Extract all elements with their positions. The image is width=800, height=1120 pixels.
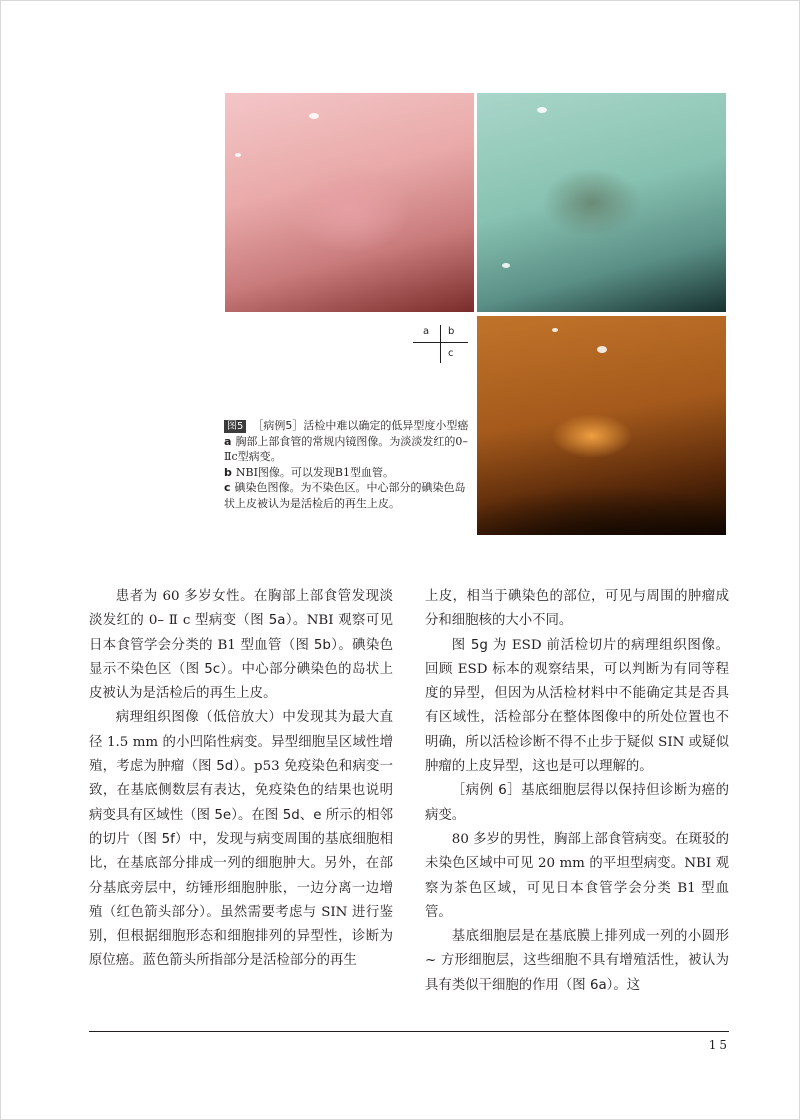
paragraph: 上皮，相当于碘染色的部位，可见与周围的肿瘤成分和细胞核的大小不同。	[425, 589, 729, 629]
caption-item-text: 胸部上部食管的常规内镜图像。为淡淡发红的0–Ⅱc型病变。	[224, 434, 468, 463]
layout-label-a: a	[423, 326, 430, 337]
caption-item-letter: a	[224, 434, 232, 448]
layout-label-b: b	[448, 326, 455, 337]
paragraph	[89, 585, 393, 706]
text-run: ）。中心部分碘染色的岛状上皮被认为是活检后的再生上皮。	[89, 661, 394, 702]
text-run: ）。这	[606, 977, 641, 993]
text-run: 基底细胞层是在基底膜上排列成一列的小圆形 ~ 方形细胞层，这些细胞不具有增殖活性，被认为具有类似干细胞的作用（	[425, 929, 729, 993]
caption-item-letter: b	[224, 465, 232, 479]
text-run: ）中，发现与病变周围的基底细胞相比，在基底部分排成一列的细胞肿大。另外，在部分基底旁层中，纺锤形细胞肿胀，一边分离一边增殖（红色箭头部分）。虽然需要考虑与 SIN 进行鉴别，但根据细胞形态和细胞排列的异型性，诊断为原位癌。蓝色箭头所指部分是活检部分的再生	[89, 831, 394, 969]
caption-item-c	[224, 480, 469, 511]
caption-item-text: NBI图像。可以发现B1型血管。	[235, 465, 395, 479]
figure-caption	[224, 418, 469, 511]
light-reflection	[502, 263, 510, 268]
caption-item-b	[224, 465, 469, 481]
text-run: 患者为 60 多岁女性。在胸部上部食管发现淡淡发红的 0– Ⅱ c 型病变（	[89, 589, 393, 629]
paragraph	[425, 925, 729, 998]
figure-reference: 图 5d	[198, 759, 234, 775]
light-reflection	[537, 107, 547, 113]
case-label: ［病例 6］	[451, 783, 522, 799]
figure-badge: 图5	[224, 420, 246, 433]
text-run: ）。碘染色显示不染色区（	[89, 637, 393, 677]
caption-case-label: ［病例5］	[252, 419, 304, 432]
caption-item-letter: c	[224, 481, 231, 494]
text-run: 为 ESD 前活检切片的病理组织图像。回顾 ESD 标本的观察结果，可以判断为有同等程度的异型，但因为从活检材料中不能确定其是否具有区域性，活检部分在整体图像中的所处位置也不明确，所以活检诊断不得不止步于疑似 SIN 或疑似肿瘤的上皮异型，这也是可以理解的。	[425, 637, 730, 775]
figure-reference: 图 5g	[451, 637, 488, 653]
figure-reference: 图 5a	[250, 613, 286, 629]
caption-item-a	[224, 434, 469, 465]
figure-reference: 图 5d、e	[264, 807, 322, 823]
paragraph	[425, 634, 729, 780]
figure-5a-normal-endoscopy-image	[225, 93, 474, 312]
right-text-column	[425, 585, 729, 998]
text-run: ）。p53 免疫染色和病变一致，在基底侧数层有表达，免疫染色的结果也说明病变具有区域性（	[89, 759, 393, 823]
light-reflection	[235, 153, 241, 157]
panel-layout-key	[413, 320, 468, 370]
layout-label-c: c	[448, 348, 454, 359]
text-run: 所示的相邻的切片（	[89, 807, 394, 847]
paragraph: 80 多岁的男性，胸部上部食管病变。在斑驳的未染色区域中可见 20 mm 的平坦型病变。NBI 观察为茶色区域，可见日本食管学会分类 B1 型血管。	[425, 831, 729, 920]
case-title: 基底细胞层得以保持但诊断为癌的病变。	[425, 783, 729, 823]
figure-reference: 图 5b	[295, 637, 331, 653]
caption-title-line	[224, 418, 469, 434]
figure-reference: 图 5f	[143, 831, 175, 847]
footer-rule	[89, 1031, 729, 1032]
text-run: 病理组织图像（低倍放大）中发现其为最大直径 1.5 mm 的小凹陷性病变。异型细胞呈区域性增殖，考虑为肿瘤（	[89, 710, 393, 775]
paragraph	[89, 706, 393, 973]
layout-key-vertical-line	[440, 325, 441, 363]
text-run: ）。在	[231, 807, 265, 823]
figure-5c-iodine-staining-image	[477, 316, 726, 535]
page-number: 15	[708, 1038, 730, 1052]
figure-reference: 图 5e	[196, 807, 232, 823]
light-reflection	[597, 346, 607, 353]
light-reflection	[309, 113, 319, 119]
text-run: ）。NBI 观察可见日本食管学会分类的 B1 型血管（	[89, 613, 394, 653]
case-6-heading	[425, 779, 729, 828]
left-text-column	[89, 585, 393, 974]
figure-reference: 图 6a	[572, 977, 607, 993]
light-reflection	[552, 328, 558, 332]
caption-item-text: 碘染色图像。为不染色区。中心部分的碘染色岛状上皮被认为是活检后的再生上皮。	[224, 481, 466, 510]
figure-5b-nbi-image	[477, 93, 726, 312]
figure-reference: 图 5c	[185, 661, 221, 677]
caption-title: 活检中难以确定的低异型度小型癌	[303, 419, 469, 432]
